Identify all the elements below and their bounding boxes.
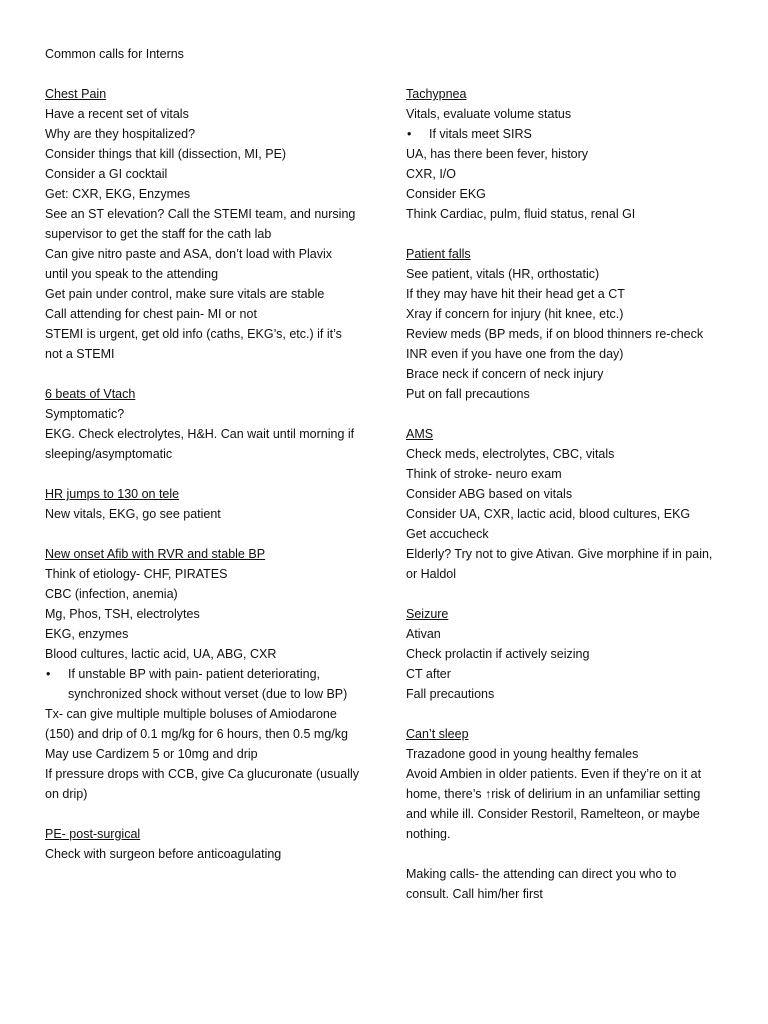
text-line: UA, has there been fever, history [406, 147, 589, 161]
text-line: Consider a GI cocktail [45, 167, 168, 181]
section-heading: New onset Afib with RVR and stable BP [45, 547, 266, 561]
text-line: Trazadone good in young healthy females [406, 747, 639, 761]
text-line: Put on fall precautions [406, 387, 530, 401]
section-tachypnea [406, 84, 728, 224]
text-line: Xray if concern for injury (hit knee, etc.) [406, 307, 624, 321]
section-heading: Tachypnea [406, 87, 467, 101]
text-line: Think of stroke- neuro exam [406, 467, 562, 481]
text-line: Consider things that kill (dissection, MI, PE) [45, 147, 287, 161]
text-line: Can give nitro paste and ASA, don’t load with Plavix [45, 247, 332, 261]
text-line: consult. Call him/her first [406, 887, 543, 901]
text-line: Brace neck if concern of neck injury [406, 367, 604, 381]
section-can-t-sleep [406, 724, 728, 844]
section-hr-jumps-to-130-on-tele [45, 484, 367, 524]
section-new-onset-afib-with-rvr-and-stable-bp [45, 544, 367, 804]
right-column [406, 84, 728, 924]
section-patient-falls [406, 244, 728, 404]
text-line: Think Cardiac, pulm, fluid status, renal GI [406, 207, 636, 221]
bullet-text-line: • If unstable BP with pain- patient deteriorating, [45, 664, 367, 684]
text-line: home, there’s ↑risk of delirium in an unfamiliar setting [406, 787, 701, 801]
bullet-text-line: • If vitals meet SIRS [406, 124, 728, 144]
section-heading: HR jumps to 130 on tele [45, 487, 180, 501]
text-line: until you speak to the attending [45, 267, 219, 281]
text-line: EKG. Check electrolytes, H&H. Can wait until morning if [45, 427, 355, 441]
section-chest-pain [45, 84, 367, 364]
text-line: Tx- can give multiple multiple boluses of Amiodarone [45, 707, 337, 721]
text-line: If they may have hit their head get a CT [406, 287, 625, 301]
text-line: Check prolactin if actively seizing [406, 647, 590, 661]
section-heading: Patient falls [406, 247, 471, 261]
text-line: CXR, I/O [406, 167, 457, 181]
text-line: Why are they hospitalized? [45, 127, 196, 141]
text-line: Ativan [406, 627, 441, 641]
text-line: Making calls- the attending can direct you who to [406, 867, 677, 881]
text-line: Blood cultures, lactic acid, UA, ABG, CXR [45, 647, 277, 661]
text-line: Elderly? Try not to give Ativan. Give morphine if in pain, [406, 547, 713, 561]
text-line: Consider ABG based on vitals [406, 487, 573, 501]
section-6-beats-of-vtach [45, 384, 367, 464]
section-pe-post-surgical [45, 824, 367, 864]
text-line: EKG, enzymes [45, 627, 129, 641]
section-seizure [406, 604, 728, 704]
text-line: If pressure drops with CCB, give Ca glucuronate (usually [45, 767, 360, 781]
page-title: Common calls for Interns [45, 47, 184, 61]
text-line: and while ill. Consider Restoril, Ramelteon, or maybe [406, 807, 700, 821]
text-line: Think of etiology- CHF, PIRATES [45, 567, 228, 581]
section-heading: 6 beats of Vtach [45, 387, 136, 401]
section-ams [406, 424, 728, 584]
text-line: CBC (infection, anemia) [45, 587, 178, 601]
section-heading: Chest Pain [45, 87, 107, 101]
bullet-text-line: synchronized shock without verset (due to low BP) [68, 687, 348, 701]
text-line: supervisor to get the staff for the cath lab [45, 227, 272, 241]
section-heading: Can’t sleep [406, 727, 469, 741]
text-line: See patient, vitals (HR, orthostatic) [406, 267, 600, 281]
left-column [45, 84, 367, 884]
text-line: Mg, Phos, TSH, electrolytes [45, 607, 200, 621]
text-line: Get: CXR, EKG, Enzymes [45, 187, 191, 201]
text-line: sleeping/asymptomatic [45, 447, 173, 461]
text-line: Vitals, evaluate volume status [406, 107, 572, 121]
section-heading: Seizure [406, 607, 449, 621]
text-line: Symptomatic? [45, 407, 125, 421]
section-heading: AMS [406, 427, 434, 441]
text-line: on drip) [45, 787, 88, 801]
text-line: INR even if you have one from the day) [406, 347, 624, 361]
text-line: Get pain under control, make sure vitals are stable [45, 287, 325, 301]
text-line: Get accucheck [406, 527, 489, 541]
section-note [406, 864, 728, 904]
text-line: STEMI is urgent, get old info (caths, EKG’s, etc.) if it’s [45, 327, 342, 341]
text-line: CT after [406, 667, 451, 681]
text-line: Consider UA, CXR, lactic acid, blood cultures, EKG [406, 507, 691, 521]
text-line: Have a recent set of vitals [45, 107, 189, 121]
text-line: Review meds (BP meds, if on blood thinners re-check [406, 327, 704, 341]
text-line: or Haldol [406, 567, 457, 581]
text-line: New vitals, EKG, go see patient [45, 507, 221, 521]
text-line: Call attending for chest pain- MI or not [45, 307, 257, 321]
text-line: Fall precautions [406, 687, 495, 701]
text-line: Check with surgeon before anticoagulating [45, 847, 282, 861]
text-line: (150) and drip of 0.1 mg/kg for 6 hours, then 0.5 mg/kg [45, 727, 348, 741]
text-line: Check meds, electrolytes, CBC, vitals [406, 447, 615, 461]
text-line: Avoid Ambien in older patients. Even if they’re on it at [406, 767, 702, 781]
text-line: See an ST elevation? Call the STEMI team, and nursing [45, 207, 356, 221]
text-line: Consider EKG [406, 187, 486, 201]
text-line: not a STEMI [45, 347, 115, 361]
text-line: nothing. [406, 827, 451, 841]
section-heading: PE- post-surgical [45, 827, 141, 841]
text-line: May use Cardizem 5 or 10mg and drip [45, 747, 258, 761]
